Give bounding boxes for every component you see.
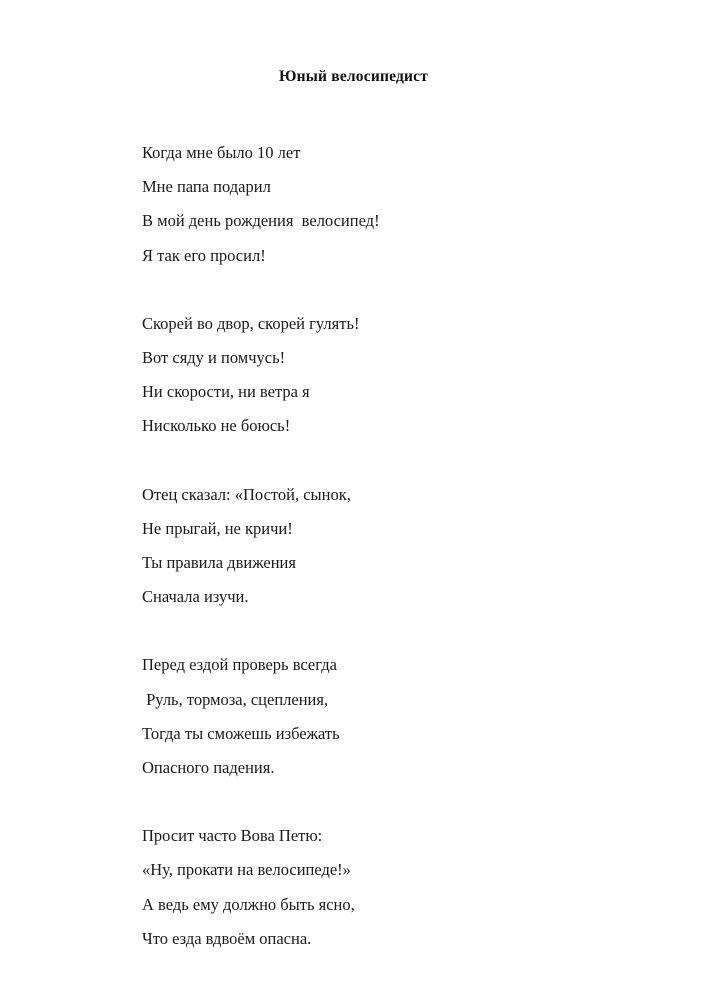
page-title: Юный велосипедист bbox=[278, 68, 429, 85]
stanza-spacer bbox=[0, 273, 707, 307]
poem-line: Перед ездой проверь всегда bbox=[142, 655, 337, 675]
poem-stanza bbox=[0, 819, 707, 956]
poem-line: Тогда ты сможешь избежать bbox=[142, 723, 340, 743]
poem-line: Сначала изучи. bbox=[142, 587, 249, 607]
poem-line: Просит часто Вова Петю: bbox=[142, 826, 323, 846]
poem-stanza bbox=[0, 648, 707, 785]
poem-line: Опасного падения. bbox=[142, 758, 275, 778]
poem-line: Руль, тормоза, сцепления, bbox=[142, 689, 329, 709]
poem-line: Я так его просил! bbox=[142, 245, 266, 265]
stanza-spacer bbox=[0, 614, 707, 648]
poem-line: А ведь ему должно быть ясно, bbox=[142, 894, 355, 914]
poem-line: Ты правила движения bbox=[142, 553, 296, 573]
stanza-spacer bbox=[0, 785, 707, 819]
poem-line: Отец сказал: «Постой, сынок, bbox=[142, 484, 351, 504]
poem-line: Не прыгай, не кричи! bbox=[142, 518, 293, 538]
poem-stanza bbox=[0, 86, 707, 273]
poem-body bbox=[0, 86, 707, 956]
poem-line: Скорей во двор, скорей гулять! bbox=[142, 313, 360, 333]
poem-stanza bbox=[0, 478, 707, 615]
poem-line: В мой день рождения велосипед! bbox=[142, 211, 380, 231]
stanza-spacer bbox=[0, 444, 707, 478]
poem-line: Что езда вдвоём опасна. bbox=[142, 928, 312, 948]
poem-line: Когда мне было 10 лет bbox=[142, 143, 301, 162]
poem-line: Нисколько не боюсь! bbox=[142, 416, 291, 436]
poem-line: Ни скорости, ни ветра я bbox=[142, 382, 310, 402]
poem-line: Вот сяду и помчусь! bbox=[142, 348, 286, 368]
poem-line: Мне папа подарил bbox=[142, 177, 271, 197]
poem-line: «Ну, прокати на велосипеде!» bbox=[142, 860, 351, 880]
poem-stanza bbox=[0, 307, 707, 444]
